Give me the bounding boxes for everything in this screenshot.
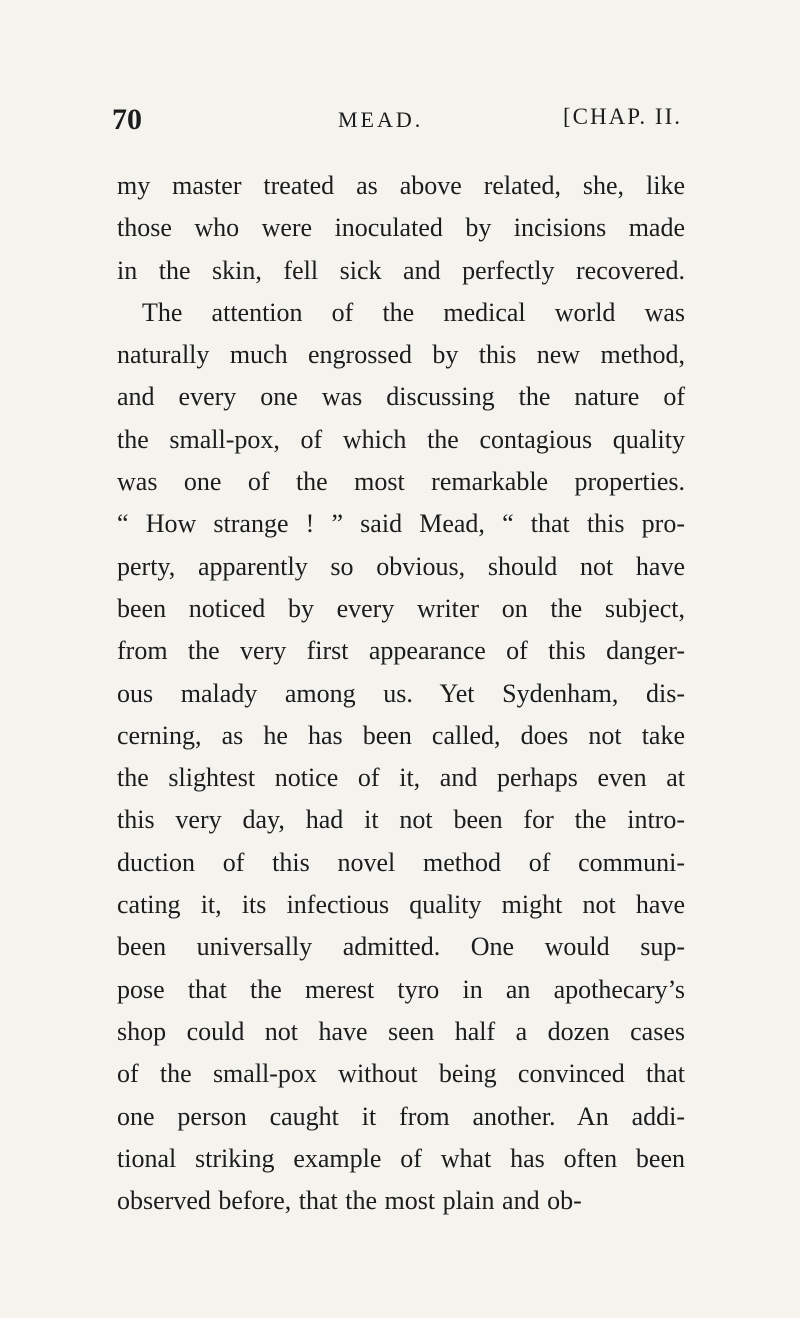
text-line: cerning, as he has been called, does not take	[117, 720, 685, 750]
text-line: one person caught it from another. An addi-	[117, 1101, 685, 1131]
text-line: my master treated as above related, she, like	[117, 171, 685, 200]
page-number: 70	[112, 103, 142, 136]
paragraph-start-line: The attention of the medical world was	[142, 297, 685, 327]
text-line: perty, apparently so obvious, should not have	[117, 551, 685, 581]
running-head	[112, 103, 682, 143]
text-line: shop could not have seen half a dozen cases	[117, 1016, 685, 1046]
text-line: naturally much engrossed by this new method,	[117, 340, 685, 370]
text-line: duction of this novel method of communi-	[117, 847, 685, 877]
text-line: and every one was discussing the nature of	[117, 382, 685, 412]
text-line: was one of the most remarkable properties.	[117, 467, 685, 497]
body-text	[117, 165, 685, 1222]
text-line: “ How strange ! ” said Mead, “ that this pro-	[117, 509, 685, 539]
text-line: tional striking example of what has often been	[117, 1143, 685, 1173]
text-line: observed before, that the most plain and ob-	[117, 1186, 582, 1216]
text-line: the small-pox, of which the contagious quality	[117, 424, 685, 454]
text-line: of the small-pox without being convinced that	[117, 1059, 685, 1089]
text-line: pose that the merest tyro in an apothecary’s	[117, 974, 685, 1004]
text-line: those who were inoculated by incisions made	[117, 213, 685, 243]
chapter-reference: [CHAP. II.	[562, 104, 682, 129]
text-line: cating it, its infectious quality might not have	[117, 890, 685, 920]
text-line: ous malady among us. Yet Sydenham, dis-	[117, 678, 685, 708]
text-line: this very day, had it not been for the intro-	[117, 805, 685, 835]
text-line: been universally admitted. One would sup-	[117, 932, 685, 962]
text-line: the slightest notice of it, and perhaps even at	[117, 763, 685, 793]
text-line: in the skin, fell sick and perfectly recovered.	[117, 255, 685, 285]
text-line: been noticed by every writer on the subject,	[117, 593, 685, 623]
running-title: MEAD.	[338, 107, 424, 132]
text-line: from the very first appearance of this danger-	[117, 636, 685, 666]
